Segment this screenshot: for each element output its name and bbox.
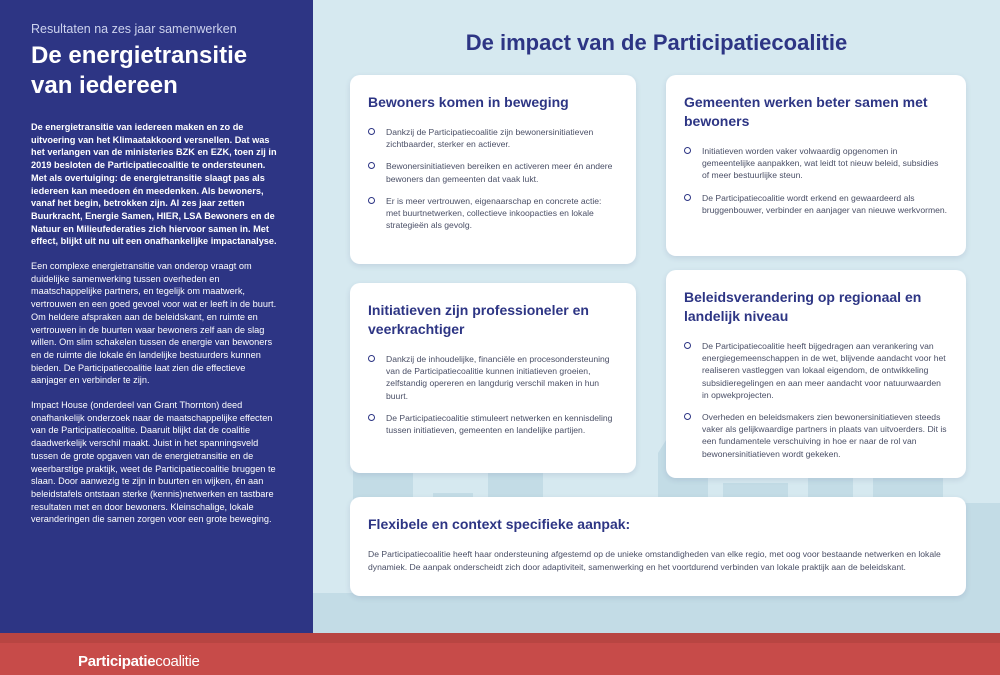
list-item [684,192,948,216]
intro-title-line1: De energietransitie [31,42,248,69]
list-item-text: Dankzij de Participatiecoalitie zijn bewonersinitiatieven zichtbaarder, sterker en actiever. [386,127,594,150]
intro-panel [0,0,313,633]
card-title: Gemeenten werken beter samen met bewoners [684,94,928,129]
impact-title: De impact van de Participatiecoalitie [465,30,848,55]
intro-title [31,41,282,101]
card-list [368,126,618,231]
card-title: Beleidsverandering op regionaal en landelijk niveau [684,289,922,324]
circle-bullet-icon [368,414,375,421]
intro-title-line2: van iedereen [31,72,178,99]
circle-bullet-icon [684,194,691,201]
list-item-text: De Participatiecoalitie wordt erkend en gewaardeerd als bruggenbouwer, verbinder en aanjager van nieuwe werkvormen. [702,192,948,215]
circle-bullet-icon [684,147,691,154]
logo-light-text: coalitie [155,653,200,670]
intro-lead-paragraph: De energietransitie van iedereen maken en zo de uitvoering van het Klimaatakkoord versnellen. Dat was het verlangen van de ministeries BZK en EZK, toen zij in 2019 besloten de Participatiecoalitie te ondersteunen. Met als overtuiging: de energietransitie slaagt pas als iedereen kan meedoen én meedenken. Als bewoners, vanaf het begin, betrokken zijn. Al zes jaar zetten Buurkracht, Energie Samen, HIER, LSA Bewoners en de Natuur en Milieufederaties zich hiervoor samen in. Met effect, blijkt uit nu uit een onafhankelijke impactanalyse. [31,122,277,247]
list-item [368,126,618,150]
list-item-text: De Participatiecoalitie stimuleert netwerken en kennisdeling tussen initiatieven, gemeenten en landelijke partijen. [386,412,613,436]
list-item-text: Initiatieven worden vaker volwaardig opgenomen in gemeentelijke aanpakken, wat leidt tot nieuw beleid, subsidies of meer bestuurlijke steun. [702,146,939,181]
card-body-text: De Participatiecoalitie heeft haar ondersteuning afgestemd op de unieke omstandigheden van elke regio, met oog voor bestaande netwerken en lokale dynamiek. De aanpak onderscheidt zich door adaptiviteit, samenwerking en het voortdurend verbinden van lokale praktijk aan de beleidskant. [368,549,941,572]
card-title: Initiatieven zijn professioneler en veerkrachtiger [368,302,589,337]
circle-bullet-icon [368,128,375,135]
list-item-text: Dankzij de inhoudelijke, financiële en procesondersteuning van de Participatiecoalitie kunnen initiatieven groeien, zelfstandig opereren en langdurig verschil maken in hun buurt. [386,354,610,401]
card-list [684,340,948,460]
card-initiatieven [350,283,636,473]
intro-paragraph-3: Impact House (onderdeel van Grant Thornton) deed onafhankelijk onderzoek naar de maatschappelijke effecten van de Participatiecoalitie. Daaruit blijkt dat de coalitie daadwerkelijk verschil maakt. Juist in het spanningsveld tussen de grote opgaven van de energietransitie en de weerbarstige praktijk, weet de Participatiecoalitie bruggen te slaan. Door aanwezig te zijn in buurten en wijken, én aan beleidstafels ontstaan sterke (kennis)netwerken en tastbare resultaten met en door bewoners. Kleinschalige, lokale veranderingen die samen zorgen voor een grote beweging. [31,400,276,525]
footer-stripe [0,633,1000,643]
list-item [684,411,948,460]
participatiecoalitie-logo [78,653,200,670]
intro-paragraph-2: Een complexe energietransitie van onderop vraagt om duidelijke samenwerking tussen overheden en maatschappelijke partners, en tegelijk om maatwerk, vertrouwen en een goed gevoel voor wat er leeft in de buurt. Om heldere afspraken aan de beleidskant, en ruimte en vertrouwen in de buurten waar bewoners zelf aan de slag willen. Om slim schakelen tussen de energie van bewoners en de ruimte die lokale én landelijke bestuurders kunnen bieden. De Participatiecoalitie laat zien die effectieve aanjager en verbinder te zijn. [31,261,277,386]
card-list [368,353,618,436]
circle-bullet-icon [368,162,375,169]
list-item [368,195,618,232]
list-item [368,160,618,184]
list-item-text: Er is meer vertrouwen, eigenaarschap en concrete actie: met buurtnetwerken, collectieve inkoopacties en lokale strategieën als gevolg. [386,195,602,231]
card-list [684,145,948,216]
card-flexibele-aanpak [350,497,966,596]
card-gemeenten [666,75,966,256]
card-bewoners [350,75,636,264]
circle-bullet-icon [368,355,375,362]
list-item-text: Overheden en beleidsmakers zien bewonersinitiatieven steeds vaker als gelijkwaardige partners in plaats van uitvoerders. Dit is een fundamentele verschuiving in hoe er naar de rol van bewonersinitiatieven wordt gekeken. [702,412,947,459]
list-item-text: De Participatiecoalitie heeft bijgedragen aan verankering van energiegemeenschappen in de wet, blijvende aandacht voor het realiseren vastleggen van lokaal eigendom, de ontwikkeling subsidieregelingen en aan meer aandacht voor natuurwaarden in opwekprojecten. [702,341,946,400]
card-beleidsverandering [666,270,966,478]
card-title: Bewoners komen in beweging [368,94,569,110]
list-item [368,353,618,402]
card-title: Flexibele en context specifieke aanpak: [368,516,631,532]
list-item-text: Bewonersinitiatieven bereiken en activeren meer én andere bewoners dan gemeenten dat vaak lukt. [386,161,613,184]
list-item [684,145,948,182]
list-item [368,412,618,436]
circle-bullet-icon [684,342,691,349]
circle-bullet-icon [684,413,691,420]
logo-bold-text: Participatie [78,653,156,670]
circle-bullet-icon [368,197,375,204]
eyebrow-text: Resultaten na zes jaar samenwerken [31,22,237,36]
list-item [684,340,948,401]
